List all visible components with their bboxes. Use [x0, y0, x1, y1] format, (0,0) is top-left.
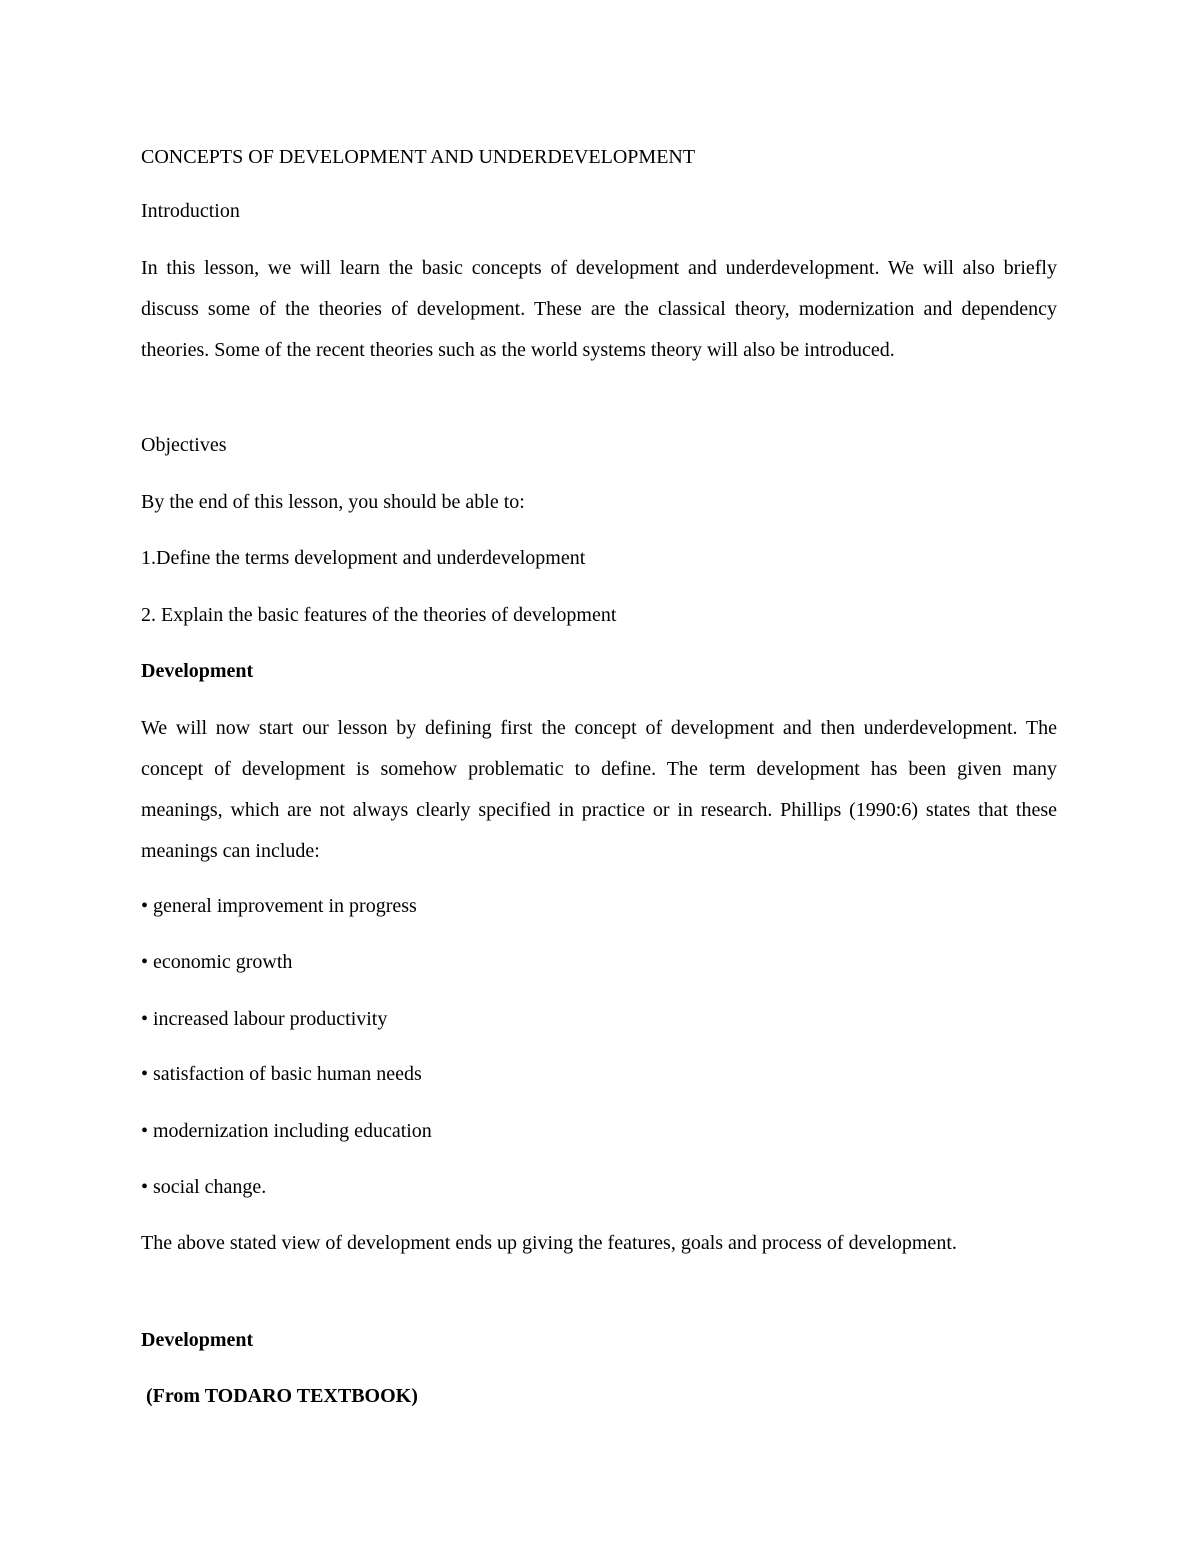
development-paragraph: We will now start our lesson by defining first the concept of development and then underdevelopment. The concept of development is somehow problematic to define. The term development has been given many meanings, which are not always clearly specified in practice or in research. Phillips (1990:6) states that these meanings can include:: [141, 717, 1057, 862]
summary-paragraph: The above stated view of development ends up giving the features, goals and process of development.: [141, 1232, 957, 1254]
introduction-heading: Introduction: [141, 200, 240, 222]
meaning-list-item: • increased labour productivity: [141, 1008, 388, 1030]
meaning-list-item: • social change.: [141, 1176, 267, 1198]
meaning-list-item: • modernization including education: [141, 1120, 432, 1142]
introduction-paragraph: In this lesson, we will learn the basic concepts of development and underdevelopment. We will also briefly discuss some of the theories of development. These are the classical theory, modernization and dependency theories. Some of the recent theories such as the world systems theory will also be introduced.: [141, 257, 1057, 361]
document-title: CONCEPTS OF DEVELOPMENT AND UNDERDEVELOPMENT: [141, 146, 696, 168]
meaning-list-item: • satisfaction of basic human needs: [141, 1063, 422, 1085]
objectives-lead: By the end of this lesson, you should be able to:: [141, 491, 525, 513]
objectives-heading: Objectives: [141, 434, 227, 456]
meaning-list-item: • economic growth: [141, 951, 293, 973]
meaning-list-item: • general improvement in progress: [141, 895, 417, 917]
development-heading-2: Development: [141, 1329, 254, 1351]
development-heading: Development: [141, 660, 254, 682]
objective-item: 2. Explain the basic features of the theories of development: [141, 604, 617, 626]
source-note: (From TODARO TEXTBOOK): [141, 1385, 418, 1407]
objective-item: 1.Define the terms development and underdevelopment: [141, 547, 586, 569]
